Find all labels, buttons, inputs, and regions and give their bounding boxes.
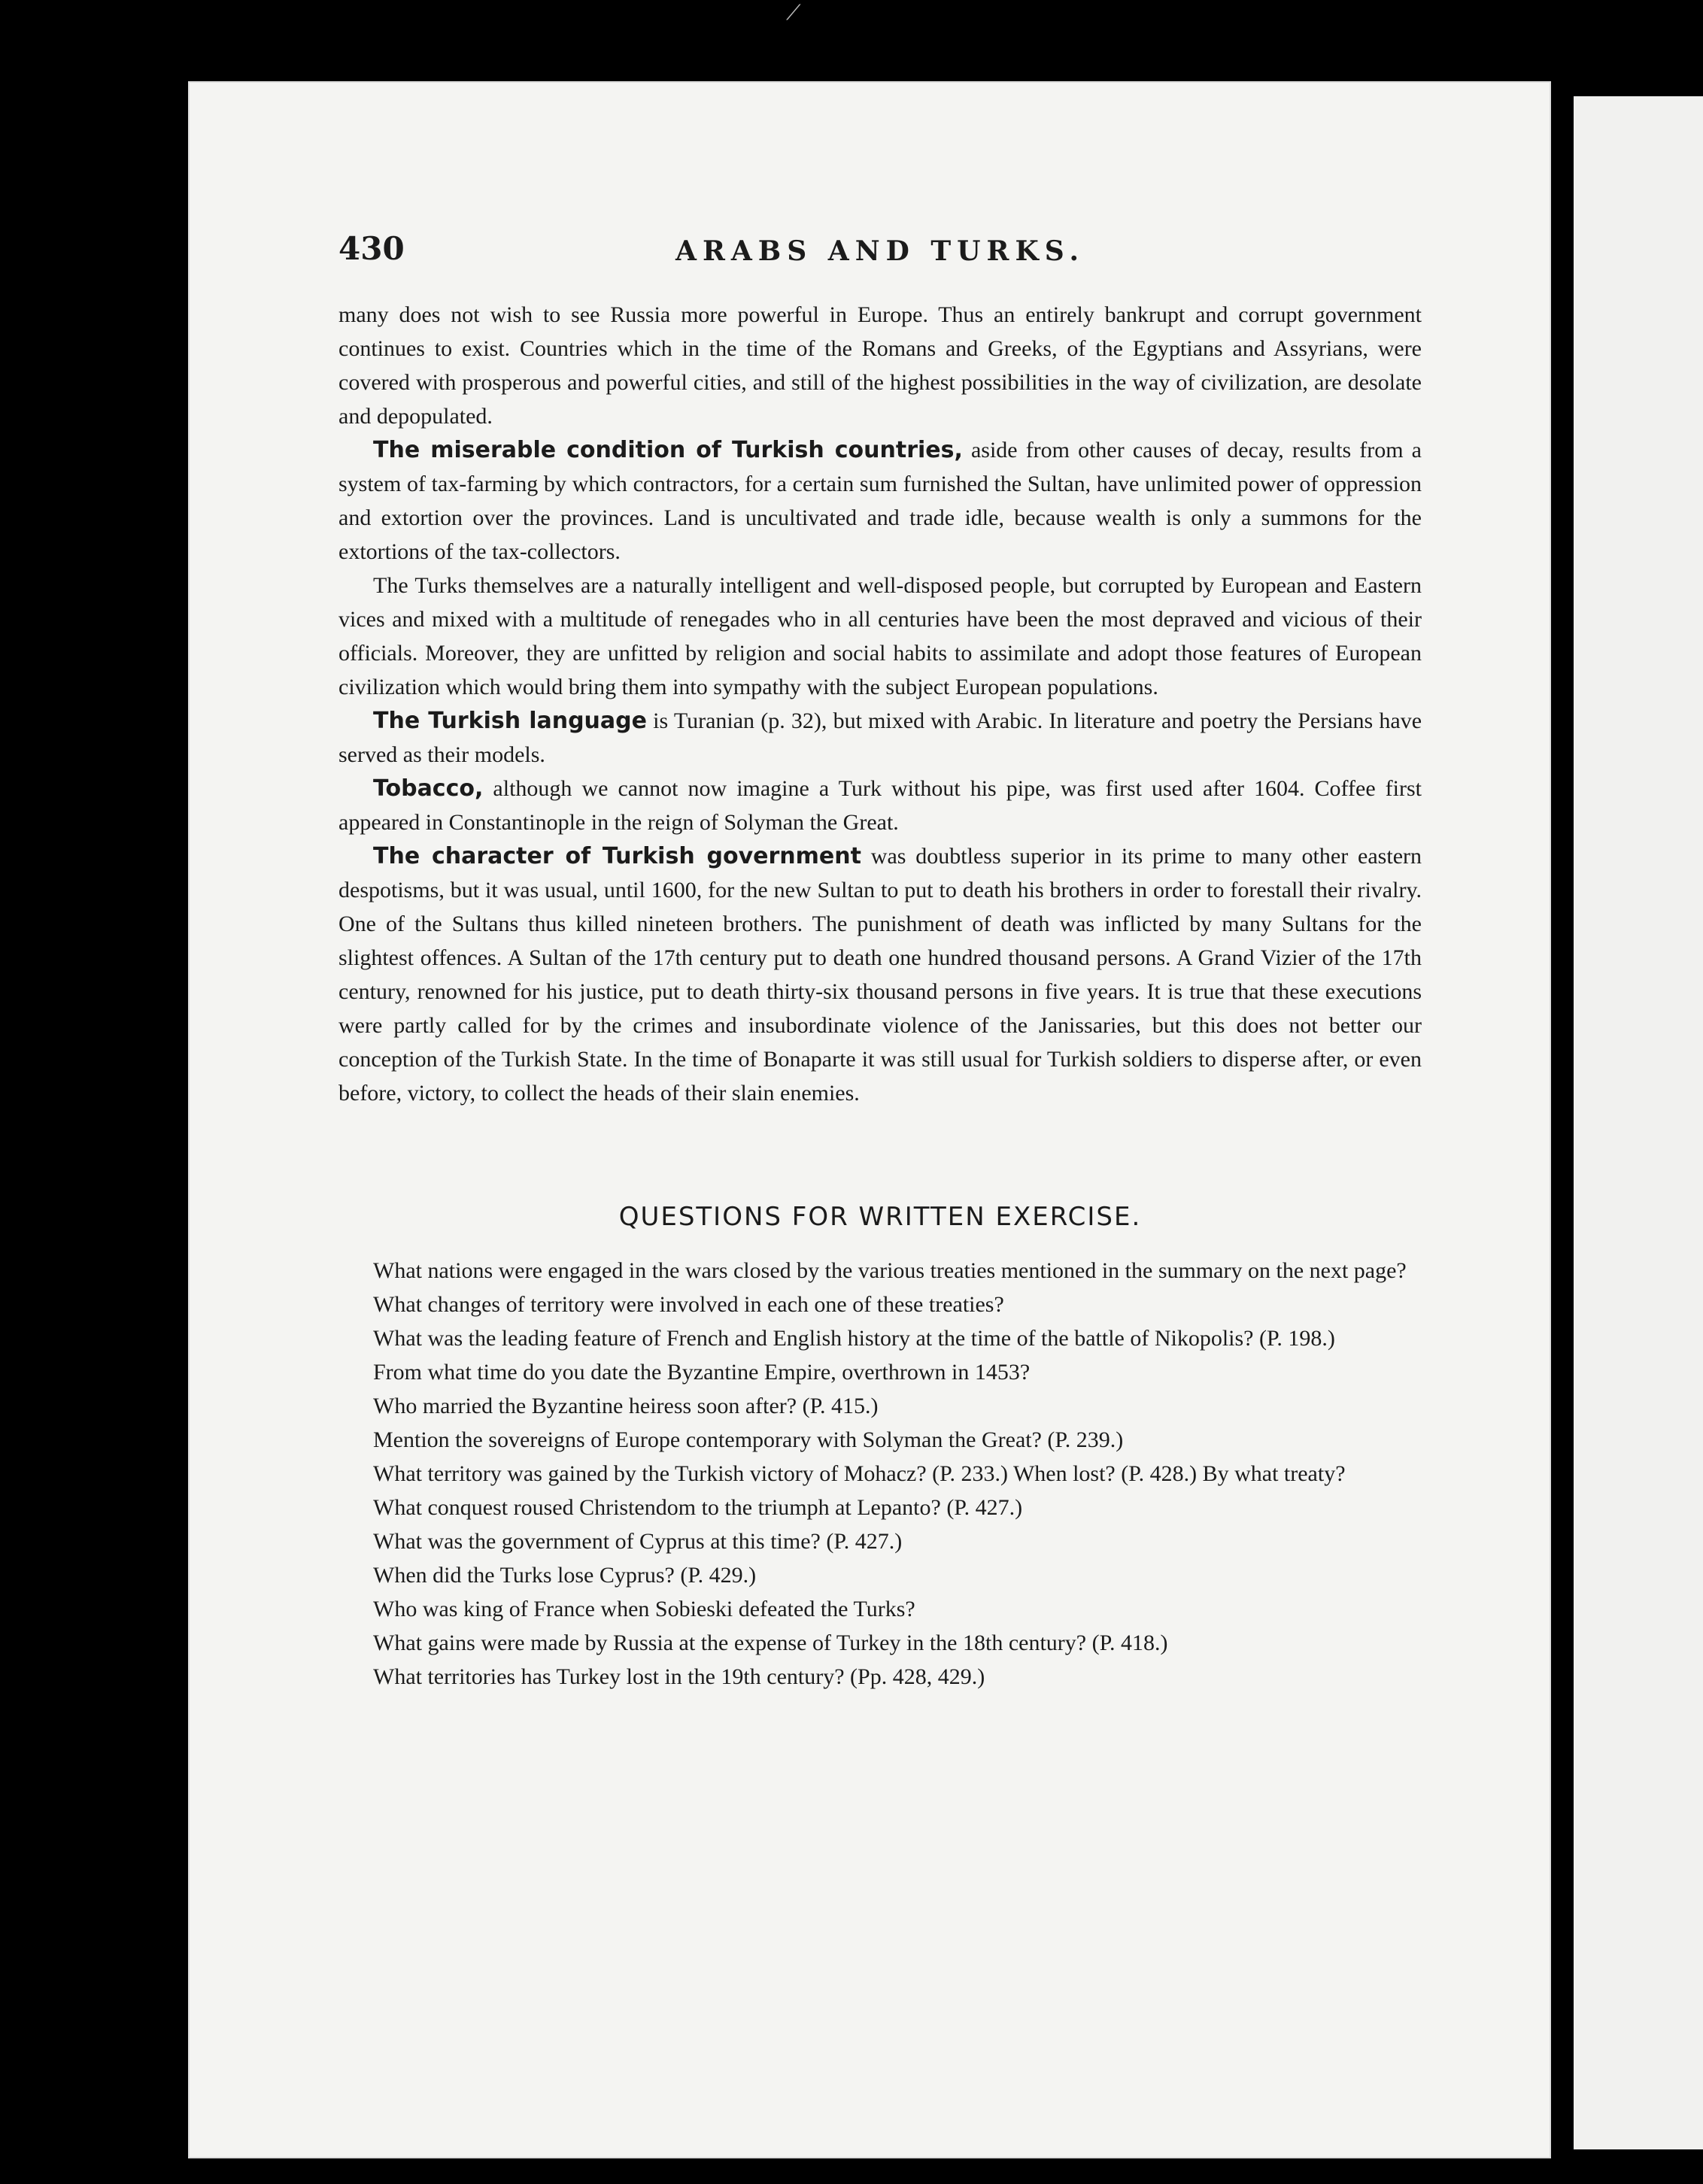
paragraph-text: was doubtless superior in its prime to many other eastern despotisms, but it was usual, until 1600, for the new Sultan to put to death his brothers in order to forestall their rivalry. One of the Sultans thus killed nineteen brothers. The punishment of death was inflicted by many Sultans for the slightest offences. A Sultan of the 17th century put to death one hundred thousand persons. A Grand Vizier of the 17th century, renowned for his justice, put to death thirty-six thousand persons in five years. It is true that these executions were partly called for by the crimes and insubordinate violence of the Janissaries, but this does not better our conception of the Turkish State. In the time of Bonaparte it was still usual for Turkish soldiers to disperse after, or even before, victory, to collect the heads of their slain enemies. [338,844,1422,1106]
book-page [188,81,1551,2158]
paragraph-turks-themselves: The Turks themselves are a naturally intelligent and well-disposed people, but corrupted by European and Eastern vices and mixed with a multitude of renegades who in all centuries have been the most depraved and vicious of their officials. Moreover, they are unfitted by religion and social habits to assimilate and adopt those features of European civilization which would bring them into sympathy with the subject European populations. [338,573,1422,699]
paragraph-text: is Turanian (p. 32), but mixed with Arabic. In literature and poetry the Persians have served as their models. [338,708,1422,767]
scan-artifact: ⟋ [786,0,801,25]
question-item: What was the government of Cyprus at this time? (P. 427.) [373,1529,903,1554]
page-number: 430 [338,230,405,267]
paragraph-lead: The miserable condition of Turkish countries, [373,437,963,463]
paragraph-turkish-government [338,839,1422,1110]
paragraph-turkish-language [338,704,1422,772]
question-item: When did the Turks lose Cyprus? (P. 429.) [373,1563,757,1588]
paragraph-text: although we cannot now imagine a Turk without his pipe, was first used after 1604. Coffee first appeared in Constantinople in the reign of Solyman the Great. [338,776,1422,835]
paragraph-text: aside from other causes of decay, results from a system of tax-farming by which contractors, for a certain sum furnished the Sultan, have unlimited power of oppression and extortion over the provinces. Land is uncultivated and trade idle, because wealth is only a summons for the extortions of the tax-collectors. [338,438,1422,564]
question-item: What nations were engaged in the wars closed by the various treaties mentioned in the summary on the next page? [373,1258,1407,1283]
running-head [338,232,1422,284]
question-item: What territory was gained by the Turkish victory of Mohacz? (P. 233.) When lost? (P. 428.) By what treaty? [373,1461,1346,1486]
paragraph-miserable-condition [338,433,1422,569]
paragraph-lead: The character of Turkish government [373,843,861,869]
facing-page-edge [1574,96,1703,2149]
question-item: What gains were made by Russia at the expense of Turkey in the 18th century? (P. 418.) [373,1630,1168,1655]
paragraph-continuation: many does not wish to see Russia more powerful in Europe. Thus an entirely bankrupt and corrupt government continues to exist. Countries which in the time of the Romans and Greeks, of the Egyptians and Assyrians, were covered with prosperous and powerful cities, and still of the highest possibilities in the way of civilization, are desolate and depopulated. [338,302,1422,429]
paragraph-tobacco [338,772,1422,839]
question-item: From what time do you date the Byzantine Empire, overthrown in 1453? [373,1360,1031,1385]
paragraph-lead: The Turkish language [373,708,647,734]
question-item: What was the leading feature of French and English history at the time of the battle of Nikopolis? (P. 198.) [373,1326,1335,1351]
question-item: What conquest roused Christendom to the triumph at Lepanto? (P. 427.) [373,1495,1023,1520]
question-item: What territories has Turkey lost in the 19th century? (Pp. 428, 429.) [373,1664,985,1689]
running-title: ARABS AND TURKS. [675,235,1085,267]
questions-list [338,1254,1422,1694]
question-item: Who married the Byzantine heiress soon after? (P. 415.) [373,1394,879,1418]
question-item: Mention the sovereigns of Europe contemporary with Solyman the Great? (P. 239.) [373,1427,1124,1452]
question-item: Who was king of France when Sobieski defeated the Turks? [373,1597,915,1621]
page-content [338,232,1422,1694]
questions-heading: QUESTIONS FOR WRITTEN EXERCISE. [618,1202,1142,1232]
paragraph-lead: Tobacco, [373,775,484,802]
question-item: What changes of territory were involved in each one of these treaties? [373,1292,1004,1317]
